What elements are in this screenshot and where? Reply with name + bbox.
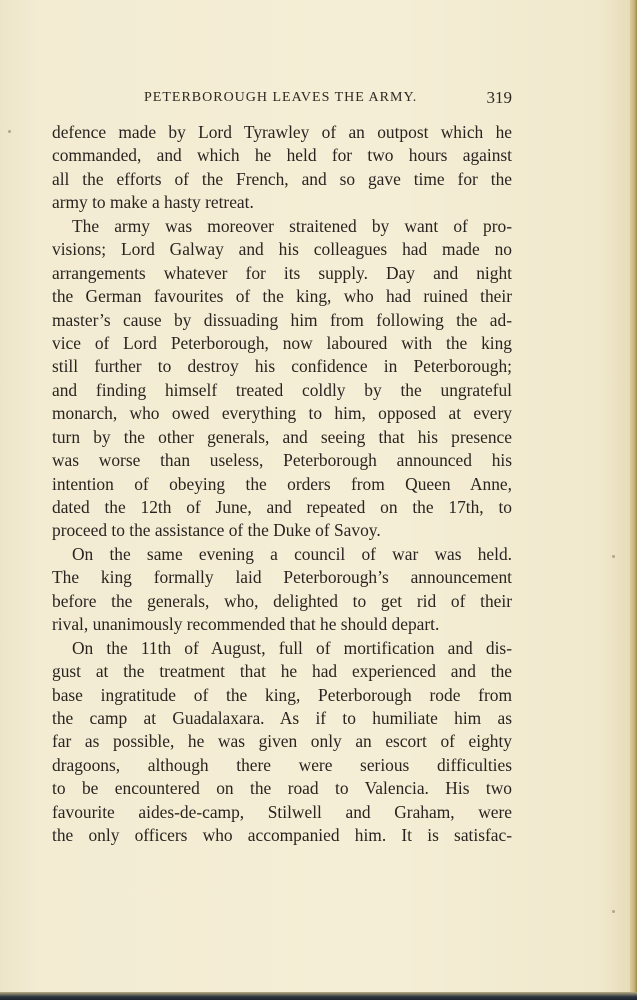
text-line: intention of obeying the orders from Queen Anne, — [52, 473, 512, 494]
text-line: proceed to the assistance of the Duke of Savoy. — [52, 520, 381, 541]
text-line: monarch, who owed everything to him, opposed at every — [52, 403, 512, 424]
text-line: far as possible, he was given only an escort of eighty — [52, 731, 512, 752]
paper-speck — [612, 910, 615, 913]
scan-bottom-border — [0, 992, 637, 1000]
text-line: base ingratitude of the king, Peterborough rode from — [52, 684, 512, 705]
text-line: still further to destroy his confidence in Peterborough; — [52, 356, 512, 377]
text-line: the camp at Guadalaxara. As if to humiliate him as — [52, 707, 512, 728]
text-line: turn by the other generals, and seeing that his presence — [52, 426, 512, 447]
text-line: vice of Lord Peterborough, now laboured with the king — [52, 332, 512, 353]
text-line: gust at the treatment that he had experienced and the — [52, 661, 512, 682]
paper-speck — [612, 555, 615, 558]
text-line: On the 11th of August, full of mortification and dis- — [72, 637, 512, 658]
paper-speck — [8, 130, 11, 133]
text-line: and finding himself treated coldly by the ungrateful — [52, 379, 512, 400]
running-head-title: PETERBOROUGH LEAVES THE ARMY. — [144, 90, 418, 105]
text-line: all the efforts of the French, and so gave time for the — [52, 168, 512, 189]
page-header — [52, 88, 512, 110]
text-line: defence made by Lord Tyrawley of an outpost which he — [52, 122, 512, 142]
text-line: to be encountered on the road to Valencia. His two — [52, 778, 512, 799]
page-edge-shadow — [630, 0, 637, 1000]
text-line: dated the 12th of June, and repeated on the 17th, to — [52, 497, 512, 517]
text-line: The king formally laid Peterborough’s announcement — [52, 567, 512, 588]
text-line: army to make a hasty retreat. — [52, 192, 254, 213]
page-number: 319 — [486, 88, 512, 107]
text-line: favourite aides-de-camp, Stilwell and Graham, were — [52, 801, 512, 822]
text-line: master’s cause by dissuading him from following the ad- — [52, 309, 512, 330]
text-line: before the generals, who, delighted to get rid of their — [52, 590, 512, 611]
text-line: dragoons, although there were serious difficulties — [52, 754, 512, 775]
text-line: visions; Lord Galway and his colleagues had made no — [52, 239, 512, 260]
text-line: rival, unanimously recommended that he should depart. — [52, 614, 440, 635]
text-line: The army was moreover straitened by want of pro- — [72, 215, 512, 236]
text-line: the only officers who accompanied him. It is satisfac- — [52, 825, 512, 846]
text-line: was worse than useless, Peterborough announced his — [52, 450, 512, 471]
text-line: the German favourites of the king, who had ruined their — [52, 286, 512, 307]
text-line: commanded, and which he held for two hours against — [52, 145, 512, 166]
text-line: arrangements whatever for its supply. Day and night — [52, 262, 512, 283]
body-text — [52, 121, 512, 848]
text-line: On the same evening a council of war was held. — [72, 543, 512, 564]
